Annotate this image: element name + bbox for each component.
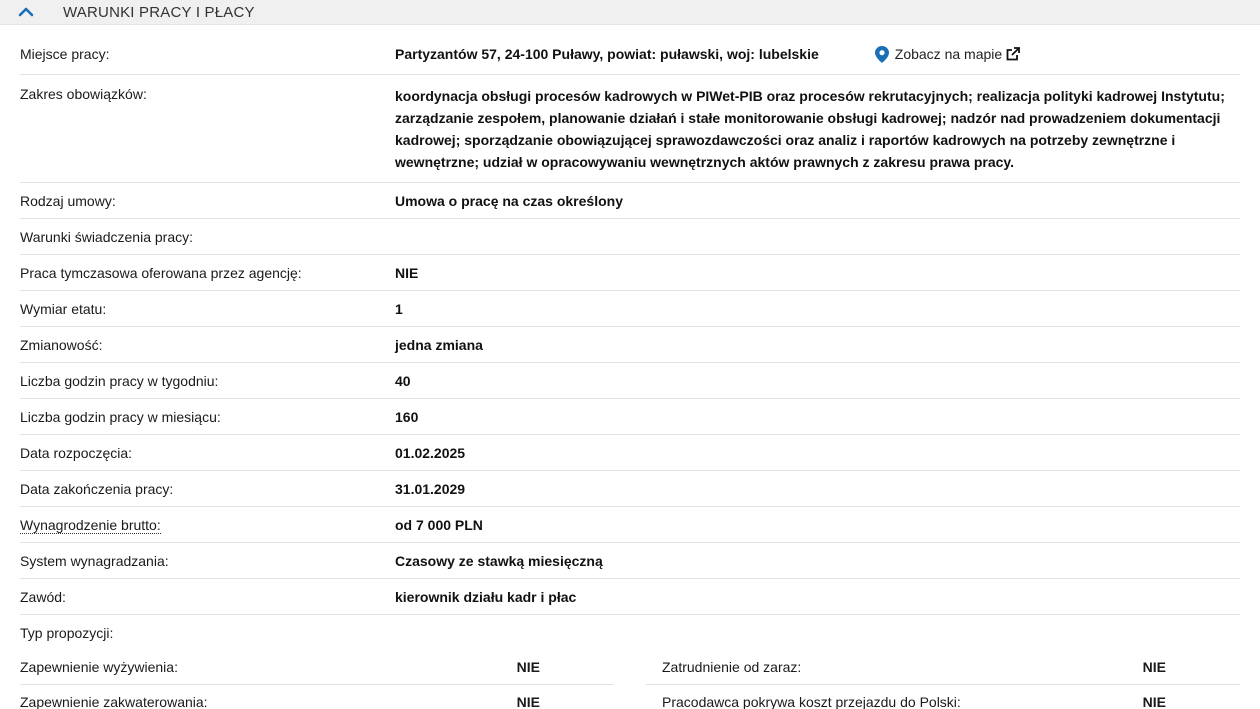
row-label: Zawód: [20,589,66,605]
row-label: Miejsce pracy: [20,46,110,62]
row-label: Liczba godzin pracy w miesiącu: [20,409,221,425]
proposals-right [646,650,1240,709]
proposal-value: NIE [516,659,540,675]
row-value: 01.02.2025 [395,445,466,461]
row-contract-type [20,183,1240,219]
row-work-conditions [20,219,1240,255]
proposal-label: Zatrudnienie od zaraz: [662,659,802,675]
row-salary [20,507,1240,543]
proposal-row [20,685,614,709]
row-value: Czasowy ze stawką miesięczną [395,553,603,569]
row-label: System wynagradzania: [20,553,169,569]
proposal-label: Zapewnienie wyżywienia: [20,659,178,675]
row-location [20,25,1240,75]
row-label: Wymiar etatu: [20,301,107,317]
row-temp-work [20,255,1240,291]
row-value: od 7 000 PLN [395,517,483,533]
row-fte [20,291,1240,327]
row-start-date [20,435,1240,471]
row-label: Zmianowość: [20,337,103,353]
row-label: Liczba godzin pracy w tygodniu: [20,373,219,389]
row-label: Zakres obowiązków: [20,86,147,102]
row-value: kierownik działu kadr i płac [395,589,577,605]
row-value: jedna zmiana [395,337,483,353]
row-value: 40 [395,373,411,389]
proposal-value: NIE [1142,694,1166,709]
row-value: NIE [395,265,419,281]
row-label: Data zakończenia pracy: [20,481,174,497]
map-pin-icon [875,46,889,63]
proposal-label: Zapewnienie zakwaterowania: [20,694,208,709]
salary-tooltip-label[interactable]: Wynagrodzenie brutto: [20,517,161,533]
row-value: Umowa o pracę na czas określony [395,193,623,209]
proposal-value: NIE [1142,659,1166,675]
chevron-up-icon[interactable] [16,2,36,22]
row-end-date [20,471,1240,507]
row-profession [20,579,1240,615]
row-label [20,516,395,534]
row-pay-system [20,543,1240,579]
proposals-grid [0,650,1260,709]
section-title: WARUNKI PRACY I PŁACY [63,3,255,21]
location-value: Partyzantów 57, 24-100 Puławy, powiat: puławski, woj: lubelskie [395,46,819,62]
row-value [395,45,1240,63]
row-label: Typ propozycji: [20,625,114,641]
proposals-left [20,650,614,709]
proposal-row [646,650,1240,685]
map-link-label: Zobacz na mapie [894,46,1003,62]
row-duties [20,75,1240,183]
proposal-label: Pracodawca pokrywa koszt przejazdu do Polski: [662,694,961,709]
row-hours-week [20,363,1240,399]
proposal-row [646,685,1240,709]
row-value: 31.01.2029 [395,481,466,497]
row-hours-month [20,399,1240,435]
row-label: Data rozpoczęcia: [20,445,133,461]
map-link[interactable] [875,45,1020,63]
row-shifts [20,327,1240,363]
row-label: Rodzaj umowy: [20,193,116,209]
proposal-row [20,650,614,685]
row-proposal-type [20,615,1240,650]
row-value: 1 [395,301,403,317]
row-label: Praca tymczasowa oferowana przez agencję: [20,265,302,281]
section-header[interactable] [0,0,1260,25]
proposal-value: NIE [516,694,540,709]
row-label: Warunki świadczenia pracy: [20,229,193,245]
row-value: koordynacja obsługi procesów kadrowych w PIWet-PIB oraz procesów rekrutacyjnych; realizacja polityki kadrowej Instytutu; zarządzanie zespołem, planowanie działań i stałe monitorowanie obsługi kadrowej; nadzór nad prowadzeniem dokumentacji kadrowej; sporządzanie obowiązującej sprawozdawczości oraz analiz i raportów kadrowych na potrzeby zewnętrzne i wewnętrzne; udział w opracowywaniu wewnętrznych aktów prawnych z zakresu prawa pracy. [395,88,1225,170]
row-value: 160 [395,409,419,425]
details-list [0,25,1260,650]
external-link-icon [1006,47,1020,61]
